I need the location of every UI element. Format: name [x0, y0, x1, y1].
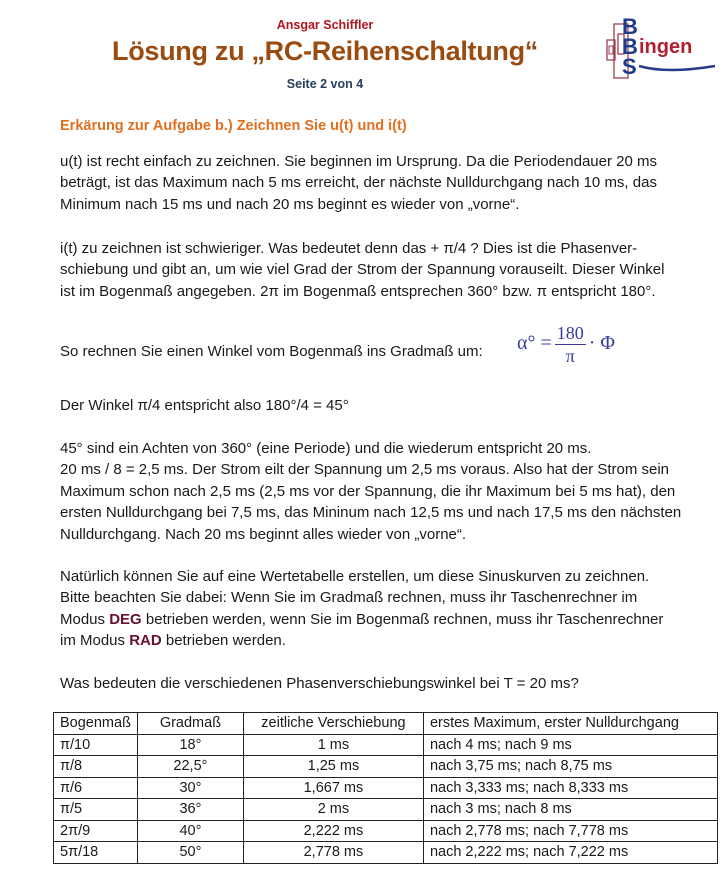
text-segment: im Modus [60, 632, 130, 650]
table-row [54, 799, 718, 821]
table-row [54, 734, 718, 756]
table-row [54, 756, 718, 778]
text-segment: Modus [60, 610, 110, 628]
table-row [54, 820, 718, 842]
cell-gradmass: 22,5° [137, 756, 243, 778]
cell-gradmass: 18° [137, 734, 243, 756]
cell-verschiebung: 1,25 ms [243, 756, 423, 778]
cell-maximum: nach 4 ms; nach 9 ms [423, 734, 717, 756]
cell-gradmass: 30° [137, 777, 243, 799]
logo-letter-b2: B [622, 34, 638, 59]
cell-bogenmass: π/5 [54, 799, 138, 821]
cell-maximum: nach 3,75 ms; nach 8,75 ms [423, 756, 717, 778]
table-row [54, 777, 718, 799]
conversion-intro: So rechnen Sie einen Winkel vom Bogenmaß ins Gradmaß um: [60, 343, 483, 360]
table-header-row [54, 713, 718, 735]
table-row [54, 842, 718, 864]
text-line: 45° sind ein Achten von 360° (eine Periode) und die wiederum entspricht 20 ms. [60, 440, 592, 457]
cell-maximum: nach 2,222 ms; nach 7,222 ms [423, 842, 717, 864]
formula-numerator: 180 [556, 323, 584, 343]
text-line [60, 609, 720, 630]
cell-bogenmass: π/6 [54, 777, 138, 799]
author-name: Ansgar Schiffler [276, 18, 374, 32]
text-line: schiebung und gibt an, um wie viel Grad der Strom der Spannung vorauseilt. Dieser Winkel [60, 261, 665, 279]
text-line: Maximum schon nach 2,5 ms (2,5 ms vor der Spannung, die ihr Maximum bei 5 ms hat), den [60, 482, 676, 500]
cell-verschiebung: 2 ms [243, 799, 423, 821]
conversion-formula [517, 322, 615, 367]
cell-verschiebung: 2,222 ms [243, 820, 423, 842]
cell-verschiebung: 1,667 ms [243, 777, 423, 799]
text-line: Bitte beachten Sie dabei: Wenn Sie im Gradmaß rechnen, muss ihr Taschenrechner im [60, 589, 638, 607]
text-line: beträgt, ist das Maximum nach 5 ms erreicht, der nächste Nulldurchgang nach 10 ms, das [60, 174, 657, 192]
text-line: i(t) zu zeichnen ist schwieriger. Was bedeutet denn das + π/4 ? Dies ist die Phasenver- [60, 240, 638, 257]
cell-bogenmass: π/10 [54, 734, 138, 756]
cell-gradmass: 50° [137, 842, 243, 864]
school-logo [605, 14, 720, 84]
page-number: Seite 2 von 4 [286, 77, 364, 91]
text-line: u(t) ist recht einfach zu zeichnen. Sie beginnen im Ursprung. Da die Periodendauer 20 ms [60, 153, 657, 170]
text-line: Natürlich können Sie auf eine Wertetabelle erstellen, um diese Sinuskurven zu zeichnen. [60, 568, 650, 585]
text-line: 20 ms / 8 = 2,5 ms. Der Strom eilt der Spannung um 2,5 ms voraus. Also hat der Strom sein [60, 461, 670, 479]
formula-denominator: π [565, 346, 575, 366]
page-title: Lösung zu „RC-Reihenschaltung“ [112, 36, 538, 66]
phase-shift-table [53, 712, 718, 864]
header-bogenmass: Bogenmaß [54, 713, 138, 735]
cell-maximum: nach 3 ms; nach 8 ms [423, 799, 717, 821]
text-line: Nulldurchgang. Nach 20 ms beginnt alles wieder von „vorne“. [60, 525, 467, 543]
cell-verschiebung: 2,778 ms [243, 842, 423, 864]
formula-rhs: · Φ [588, 332, 616, 355]
text-line: ist im Bogenmaß angegeben. 2π im Bogenmaß entsprechen 360° bzw. π entspricht 180°. [60, 282, 656, 300]
text-segment: betrieben werden, wenn Sie im Bogenmaß rechnen, muss ihr Taschenrechner [141, 610, 664, 628]
cell-bogenmass: 5π/18 [54, 842, 138, 864]
paragraph-time-shift [60, 438, 720, 545]
text-line [60, 630, 720, 651]
logo-swoosh-icon [637, 62, 717, 74]
logo-letter-s: S [622, 54, 637, 79]
formula-lhs: α° = [517, 332, 552, 355]
header-gradmass: Gradmaß [137, 713, 243, 735]
text-line: ersten Nulldurchgang bei 7,5 ms, das Mininum nach 12,5 ms und nach 17,5 ms den nächsten [60, 504, 682, 522]
header-maximum-nulldurchgang: erstes Maximum, erster Nulldurchgang [423, 713, 717, 735]
cell-verschiebung: 1 ms [243, 734, 423, 756]
mode-deg: DEG [109, 610, 142, 628]
cell-gradmass: 36° [137, 799, 243, 821]
section-heading: Erkärung zur Aufgabe b.) Zeichnen Sie u(t) und i(t) [60, 118, 407, 134]
formula-fraction [555, 322, 586, 367]
cell-maximum: nach 2,778 ms; nach 7,778 ms [423, 820, 717, 842]
logo-letter-b1: B [622, 14, 638, 39]
logo-suffix: ingen [639, 36, 693, 58]
cell-maximum: nach 3,333 ms; nach 8,333 ms [423, 777, 717, 799]
mode-rad: RAD [129, 632, 162, 650]
paragraph-calculator [60, 566, 720, 652]
table-question: Was bedeuten die verschiedenen Phasenverschiebungswinkel bei T = 20 ms? [60, 675, 579, 692]
cell-bogenmass: π/8 [54, 756, 138, 778]
cell-bogenmass: 2π/9 [54, 820, 138, 842]
cell-gradmass: 40° [137, 820, 243, 842]
paragraph-it [60, 238, 720, 302]
paragraph-ut [60, 151, 720, 215]
text-line: Minimum nach 15 ms und nach 20 ms beginnt es wieder von „vorne“. [60, 195, 520, 213]
header-zeitliche-verschiebung: zeitliche Verschiebung [243, 713, 423, 735]
text-segment: betrieben werden. [161, 632, 286, 650]
angle-example: Der Winkel π/4 entspricht also 180°/4 = 45° [60, 397, 349, 414]
